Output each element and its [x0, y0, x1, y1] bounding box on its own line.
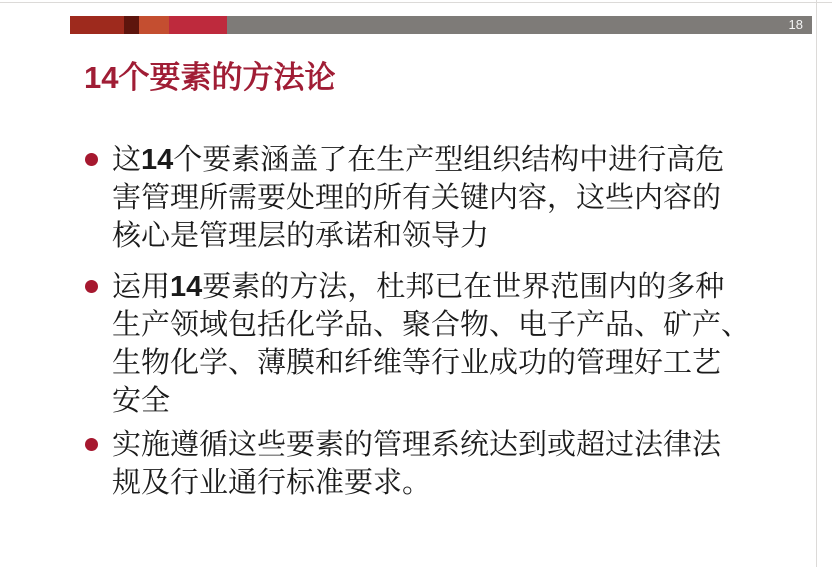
bullet-text: 生产领域包括化学品、聚合物、电子产品、矿产、 [112, 309, 751, 341]
bullet-text: 运用 [112, 271, 171, 303]
bullet-item [85, 426, 805, 502]
bullet-line [112, 464, 805, 502]
bullet-line [112, 179, 805, 217]
bullet-dot-icon [85, 153, 98, 166]
bullet-text: 个要素涵盖了在生产型组织结构中进行高危 [173, 144, 725, 176]
bullet-text: 害管理所需要处理的所有关键内容，这些内容的 [112, 182, 722, 214]
bullet-list [85, 141, 805, 502]
bullet-line [112, 344, 805, 382]
bullet-dot-icon [85, 280, 98, 293]
right-border-line [816, 0, 817, 567]
slide-title [84, 60, 335, 96]
bullet-text: 这 [112, 144, 142, 176]
bullet-text: 要素的方法，杜邦已在世界范围内的多种 [202, 271, 725, 303]
bullet-text: 实施遵循这些要素的管理系统达到或超过法律法 [112, 429, 722, 461]
bullet-line [112, 426, 805, 464]
page-number: 18 [788, 17, 803, 32]
header-bar-segment-dark-red [70, 16, 124, 34]
bullet-number: 14 [170, 271, 203, 303]
bullet-item [85, 141, 805, 255]
bullet-line [112, 268, 805, 306]
header-bar-gray [227, 16, 812, 34]
bullet-line [112, 306, 805, 344]
top-border-line [0, 2, 832, 3]
bullet-item [85, 268, 805, 420]
bullet-line [112, 382, 805, 420]
bullet-number: 14 [141, 144, 174, 176]
bullet-text: 核心是管理层的承诺和领导力 [112, 220, 490, 252]
bullet-dot-icon [85, 438, 98, 451]
header-bar-segment-orange [139, 16, 169, 34]
title-text: 个要素的方法论 [118, 60, 336, 95]
header-bar-segment-maroon [124, 16, 139, 34]
bullet-text: 规及行业通行标准要求。 [112, 467, 432, 499]
bullet-text: 安全 [112, 385, 171, 417]
title-number: 14 [84, 60, 119, 95]
header-bar [70, 16, 812, 34]
header-bar-segments [70, 16, 227, 34]
header-bar-segment-crimson [169, 16, 227, 34]
bullet-text: 生物化学、薄膜和纤维等行业成功的管理好工艺 [112, 347, 722, 379]
bullet-line [112, 141, 805, 179]
bullet-line [112, 217, 805, 255]
